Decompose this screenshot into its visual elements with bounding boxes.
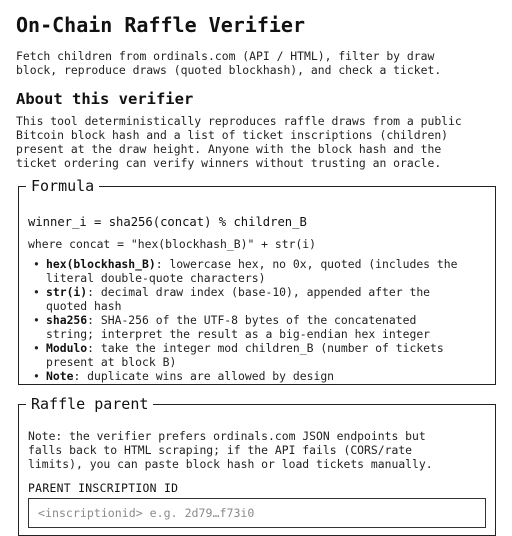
bullet-icon: • — [33, 285, 40, 299]
definition-text: : duplicate wins are allowed by design — [73, 369, 335, 383]
definition-item — [28, 341, 490, 369]
page-title: On-Chain Raffle Verifier — [16, 13, 305, 37]
formula-where: where concat = "hex(blockhash_B)" + str(i) — [28, 237, 317, 251]
page-intro: Fetch children from ordinals.com (API / HTML), filter by draw block, reproduce draws (quoted blockhash), and check a ticket. — [16, 49, 442, 77]
raffle-parent-section — [18, 396, 496, 536]
about-text: This tool deterministically reproduces raffle draws from a public Bitcoin block hash and a list of ticket inscriptions (children) present at the draw height. Anyone with the block hash and the ticket ordering can verify winners without trusting an oracle. — [16, 114, 462, 170]
about-heading: About this verifier — [16, 90, 194, 108]
bullet-icon: • — [33, 257, 40, 271]
formula-expression: winner_i = sha256(concat) % children_B — [28, 215, 307, 229]
formula-legend: Formula — [31, 177, 95, 195]
definition-text: : lowercase hex, no 0x, quoted (includes the literal double-quote characters) — [46, 257, 458, 285]
bullet-icon: • — [33, 369, 40, 383]
raffle-parent-note: Note: the verifier prefers ordinals.com JSON endpoints but falls back to HTML scraping; if the API fails (CORS/rate limits), you can paste block hash or load tickets manually. — [28, 429, 433, 471]
formula-definitions — [28, 257, 490, 383]
definition-item — [28, 257, 490, 285]
definition-term: str(i) — [46, 285, 88, 299]
definition-item — [28, 285, 490, 313]
definition-term: Modulo — [46, 341, 88, 355]
definition-term: Note — [46, 369, 74, 383]
bullet-icon: • — [33, 313, 40, 327]
definition-text: : SHA-256 of the UTF-8 bytes of the concatenated string; interpret the result as a big-endian hex integer — [46, 313, 431, 341]
raffle-parent-legend: Raffle parent — [31, 395, 149, 413]
definition-item — [28, 369, 490, 383]
bullet-icon: • — [33, 341, 40, 355]
definition-term: hex(blockhash_B) — [46, 257, 156, 271]
parent-inscription-label: PARENT INSCRIPTION ID — [28, 481, 179, 495]
definition-term: sha256 — [46, 313, 88, 327]
definition-item — [28, 313, 490, 341]
formula-section — [18, 178, 496, 385]
parent-inscription-input[interactable] — [28, 498, 486, 528]
definition-text: : take the integer mod children_B (number of tickets present at block B) — [46, 341, 444, 369]
definition-text: : decimal draw index (base-10), appended after the quoted hash — [46, 285, 431, 313]
